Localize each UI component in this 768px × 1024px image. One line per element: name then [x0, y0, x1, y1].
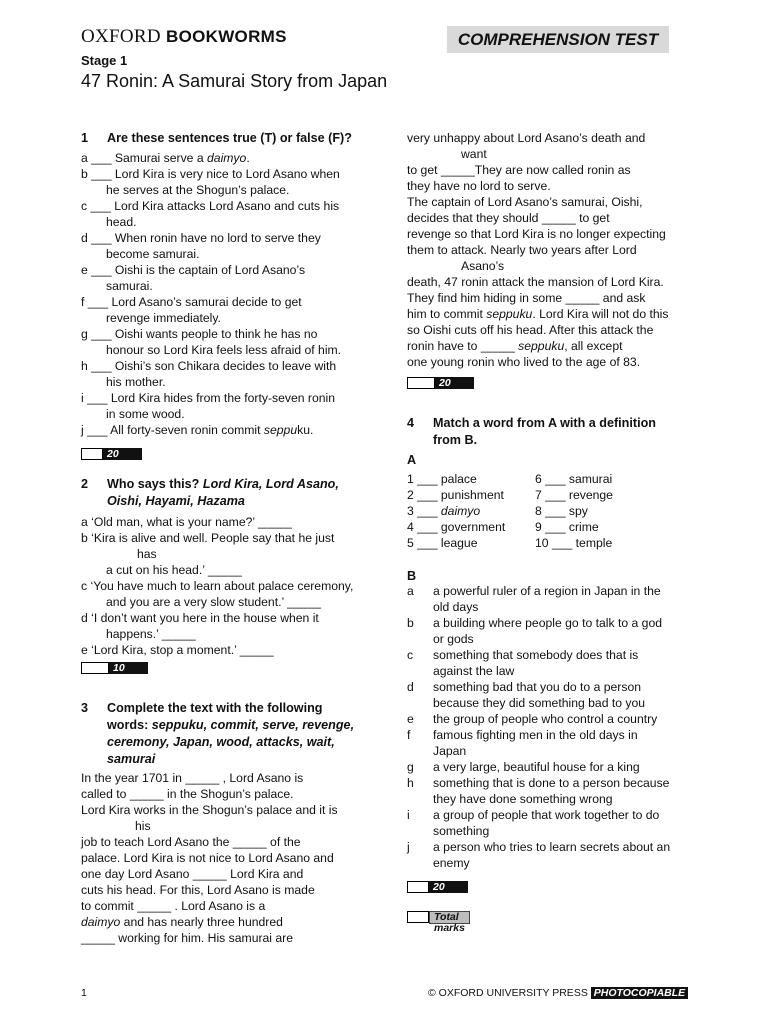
- question-number: 1: [81, 131, 89, 145]
- comprehension-test-badge: COMPREHENSION TEST: [447, 26, 669, 53]
- list-a-item-8: 8 ___ spy: [535, 504, 588, 518]
- q3-text-line: cuts his head. For this, Lord Asano is made: [81, 883, 315, 897]
- list-b-letter: d: [407, 680, 414, 694]
- question-number: 3: [81, 701, 89, 715]
- list-b-definition: a person who tries to learn secrets about an: [433, 840, 671, 854]
- q1-item-3: d ___ When ronin have no lord to serve they: [81, 231, 321, 245]
- q2-line-b3: a cut on his head.’ _____: [106, 563, 242, 577]
- question-text: Match a word from A with a definition: [433, 416, 656, 430]
- brand-oxford: OXFORD: [81, 26, 161, 47]
- brand-bookworms: BOOKWORMS: [166, 27, 287, 46]
- question-text-2: Oishi, Hayami, Hazama: [107, 494, 245, 508]
- list-b-definition-cont: because they did something bad to you: [433, 696, 646, 710]
- question-text-2: words: seppuku, commit, serve, revenge,: [107, 718, 355, 732]
- q1-item-4-cont: samurai.: [106, 279, 153, 293]
- question-number: 2: [81, 477, 89, 491]
- total-marks-label: Total marks: [429, 911, 470, 924]
- q1-item-7-cont: his mother.: [106, 375, 166, 389]
- question-2-prompt: [81, 476, 381, 510]
- list-b-definition-cont: against the law: [433, 664, 515, 678]
- question-1-prompt: [81, 130, 381, 148]
- question-text: Who says this? Lord Kira, Lord Asano,: [107, 477, 339, 491]
- q1-item-3-cont: become samurai.: [106, 247, 200, 261]
- q1-item-2: c ___ Lord Kira attacks Lord Asano and cuts his: [81, 199, 340, 213]
- copyright-text: © OXFORD UNIVERSITY PRESS: [428, 987, 588, 999]
- question-text: Are these sentences true (T) or false (F)?: [107, 131, 352, 145]
- question-4: [407, 415, 707, 935]
- q2-line-c2: and you are a very slow student.’ _____: [106, 595, 321, 609]
- list-b-definition: a very large, beautiful house for a king: [433, 760, 640, 774]
- list-b-definition: something bad that you do to a person: [433, 680, 642, 694]
- list-b-letter: e: [407, 712, 414, 726]
- question-3-continued: [407, 130, 707, 400]
- q1-item-1-cont: he serves at the Shogun’s palace.: [106, 183, 290, 197]
- q3-text-line: his: [135, 819, 151, 833]
- marks-label: 20 marks: [429, 881, 468, 893]
- list-a-heading: A: [407, 453, 417, 467]
- q1-item-8-cont: in some wood.: [106, 407, 185, 421]
- list-a-item-4: 4 ___ government: [407, 520, 506, 534]
- list-b-letter: b: [407, 616, 414, 630]
- q1-item-5-cont: revenge immediately.: [106, 311, 221, 325]
- q2-line-d: d ‘I don’t want you here in the house when it: [81, 611, 319, 625]
- q3-text-line: they have no lord to serve.: [407, 179, 551, 193]
- question-text-2: from B.: [433, 433, 478, 447]
- q3-text-line: Asano’s: [461, 259, 505, 273]
- q1-item-9: j ___ All forty-seven ronin commit seppuku.: [81, 423, 314, 437]
- page-title: 47 Ronin: A Samurai Story from Japan: [81, 71, 388, 91]
- photocopiable-badge: PHOTOCOPIABLE: [591, 987, 688, 999]
- q3-text-line: to commit _____ . Lord Asano is a: [81, 899, 266, 913]
- brand-logo: [81, 26, 287, 48]
- copyright: [428, 987, 688, 999]
- q2-line-d2: happens.’ _____: [106, 627, 196, 641]
- marks-entry-box[interactable]: [407, 881, 429, 893]
- q3-text-line: to get _____They are now called ronin as: [407, 163, 631, 177]
- marks-label: 10 marks: [109, 662, 148, 674]
- list-a-item-7: 7 ___ revenge: [535, 488, 613, 502]
- question-4-prompt: [407, 415, 707, 449]
- q1-item-5: f ___ Lord Asano’s samurai decide to get: [81, 295, 302, 309]
- list-a-item-10: 10 ___ temple: [535, 536, 613, 550]
- list-a-item-5: 5 ___ league: [407, 536, 478, 550]
- list-b-definition-cont: they have done something wrong: [433, 792, 613, 806]
- q1-item-0: a ___ Samurai serve a daimyo.: [81, 151, 250, 165]
- q1-item-6: g ___ Oishi wants people to think he has no: [81, 327, 318, 341]
- q1-item-8: i ___ Lord Kira hides from the forty-seven ronin: [81, 391, 336, 405]
- page-number: 1: [81, 987, 87, 999]
- stage-label: Stage 1: [81, 53, 128, 68]
- q3-text-line: ronin have to _____ seppuku, all except: [407, 339, 623, 353]
- marks-entry-box[interactable]: [81, 662, 109, 674]
- list-a-item-1: 1 ___ palace: [407, 472, 477, 486]
- list-b-heading: B: [407, 569, 417, 583]
- question-text: Complete the text with the following: [107, 701, 323, 715]
- q3-text-line: death, 47 ronin attack the mansion of Lord Kira.: [407, 275, 664, 289]
- total-marks-entry-box[interactable]: [407, 911, 429, 923]
- marks-entry-box[interactable]: [81, 448, 103, 460]
- q3-text-line: him to commit seppuku. Lord Kira will not do this: [407, 307, 669, 321]
- q3-text-line: daimyo and has nearly three hundred: [81, 915, 283, 929]
- q3-text-line: In the year 1701 in _____ , Lord Asano is: [81, 771, 304, 785]
- q3-text-line: very unhappy about Lord Asano’s death and: [407, 131, 646, 145]
- q3-text-line: want: [461, 147, 487, 161]
- q3-text-line: They find him hiding in some _____ and ask: [407, 291, 646, 305]
- list-b-definition-cont: something: [433, 824, 490, 838]
- q3-text-line: Lord Kira works in the Shogun’s palace and it is: [81, 803, 338, 817]
- list-b-definition-cont: old days: [433, 600, 479, 614]
- question-2: [81, 476, 381, 686]
- q3-text-line: The captain of Lord Asano’s samurai, Oishi,: [407, 195, 643, 209]
- marks-label: 20 marks: [435, 377, 474, 389]
- list-a-item-3: 3 ___ daimyo: [407, 504, 481, 518]
- list-b-letter: f: [407, 728, 411, 742]
- list-b-definition: the group of people who control a country: [433, 712, 658, 726]
- q3-text-line: them to attack. Nearly two years after Lord: [407, 243, 637, 257]
- q3-text-line: job to teach Lord Asano the _____ of the: [81, 835, 301, 849]
- q2-line-b2: has: [137, 547, 157, 561]
- q1-item-4: e ___ Oishi is the captain of Lord Asano’s: [81, 263, 306, 277]
- question-1: [81, 130, 381, 470]
- q3-text-line: called to _____ in the Shogun’s palace.: [81, 787, 294, 801]
- list-a-item-6: 6 ___ samurai: [535, 472, 613, 486]
- q3-text-line: one day Lord Asano _____ Lord Kira and: [81, 867, 304, 881]
- list-b-letter: a: [407, 584, 414, 598]
- q3-text-line: decides that they should _____ to get: [407, 211, 610, 225]
- q3-text-line: so Oishi cuts off his head. After this attack the: [407, 323, 654, 337]
- question-number: 4: [407, 416, 415, 430]
- marks-label: 20 marks: [103, 448, 142, 460]
- list-b-definition: a group of people that work together to do: [433, 808, 660, 822]
- q3-text-line: one young ronin who lived to the age of 83.: [407, 355, 641, 369]
- q1-item-7: h ___ Oishi’s son Chikara decides to leave with: [81, 359, 337, 373]
- list-b-definition: something that somebody does that is: [433, 648, 639, 662]
- list-b-definition: a powerful ruler of a region in Japan in the: [433, 584, 661, 598]
- question-3-prompt: [81, 700, 381, 770]
- list-b-definition-cont: or gods: [433, 632, 474, 646]
- q2-line-b: b ‘Kira is alive and well. People say that he just: [81, 531, 335, 545]
- list-b-letter: j: [407, 840, 410, 854]
- question-text-3: ceremony, Japan, wood, attacks, wait,: [107, 735, 335, 749]
- question-3: [81, 700, 381, 950]
- q1-item-2-cont: head.: [106, 215, 137, 229]
- q2-line-c: c ‘You have much to learn about palace ceremony,: [81, 579, 354, 593]
- list-b-definition-cont: Japan: [433, 744, 467, 758]
- list-b-definition: a building where people go to talk to a god: [433, 616, 663, 630]
- q3-text-line: _____ working for him. His samurai are: [81, 931, 294, 945]
- q2-line-a: a ‘Old man, what is your name?’ _____: [81, 515, 292, 529]
- q1-item-6-cont: honour so Lord Kira feels less afraid of him.: [106, 343, 342, 357]
- list-b-letter: h: [407, 776, 414, 790]
- list-b-definition: something that is done to a person because: [433, 776, 670, 790]
- q1-item-1: b ___ Lord Kira is very nice to Lord Asano when: [81, 167, 340, 181]
- q3-text-line: revenge so that Lord Kira is no longer expecting: [407, 227, 666, 241]
- list-b-definition-cont: enemy: [433, 856, 470, 870]
- list-b-letter: c: [407, 648, 414, 662]
- q3-text-line: palace. Lord Kira is not nice to Lord Asano and: [81, 851, 334, 865]
- marks-entry-box[interactable]: [407, 377, 435, 389]
- list-b-definition: famous fighting men in the old days in: [433, 728, 638, 742]
- q2-line-e: e ‘Lord Kira, stop a moment.’ _____: [81, 643, 274, 657]
- list-b-letter: g: [407, 760, 414, 774]
- list-a-item-2: 2 ___ punishment: [407, 488, 504, 502]
- list-a-item-9: 9 ___ crime: [535, 520, 599, 534]
- list-b-letter: i: [407, 808, 410, 822]
- question-text-4: samurai: [107, 752, 156, 766]
